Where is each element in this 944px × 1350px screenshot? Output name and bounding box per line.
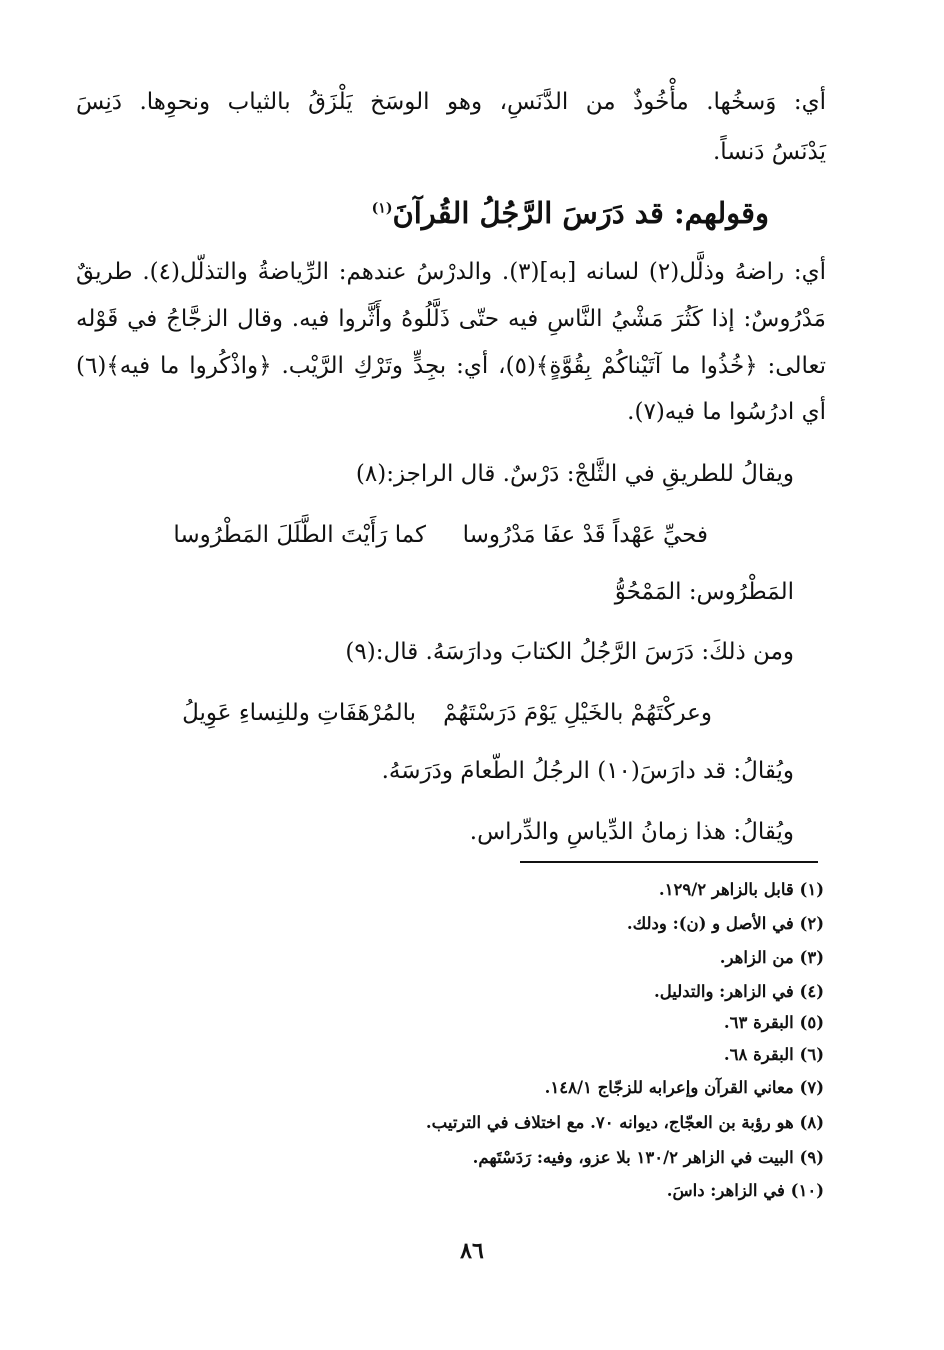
footnote-4: (٤) في الزاهر: والتدليل. (653, 982, 824, 1001)
footnote-5: (٥) البقرة ٦٣. (723, 1013, 824, 1032)
intro-line-2: يَدْنَسُ دَنساً. (713, 139, 826, 165)
food-line: ويُقالُ: قد دارَسَ(١٠) الرجُلُ الطّعامَ ودَرَسَهُ. (381, 758, 794, 784)
paragraph-line-4: أي ادرُسُوا ما فيه(٧). (627, 399, 826, 425)
time-line: ويُقالُ: هذا زمانُ الدِّياسِ والدِّراس. (469, 819, 794, 845)
footnote-6: (٦) البقرة ٦٨. (723, 1045, 824, 1064)
heading-footnote-ref: (١) (371, 200, 393, 217)
verse-1-hemistich-left: كما رَأَيْتَ الطَّلَلَ المَطْرُوسا (173, 522, 426, 548)
gloss-line: المَطْرُوس: المَمْحُوُّ (614, 579, 794, 605)
intro-line-1: أي: وَسخُها. مأْخُوذٌ من الدَّنَسِ، وهو الوسَخ يَلْزَقُ بالثياب ونحوِها. دَنِسَ (76, 89, 826, 115)
footnote-8: (٨) هو رؤبة بن العجّاج، ديوانه ٧٠. مع اختلاف في الترتيب. (425, 1113, 824, 1132)
verse-2-hemistich-left: بالمُرْهَفَاتِ وللنِساءِ عَوِيلُ (182, 700, 416, 726)
footnote-1: (١) قابل بالزاهر ١٢٩/٢. (658, 880, 824, 899)
footnote-separator (520, 861, 818, 863)
snow-line: ويقالُ للطريقِ في الثَّلجْ: دَرْسٌ. قال الراجز:(٨) (355, 461, 794, 487)
footnote-2: (٢) في الأصل و (ن): ودلك. (626, 914, 824, 933)
footnote-7: (٧) معاني القرآن وإعرابه للزجّاج ١٤٨/١. (544, 1078, 824, 1097)
page-number: ٨٦ (460, 1238, 484, 1264)
section-heading (372, 196, 769, 230)
heading-text: وقولهم: قد دَرَسَ الرَّجُلُ القُرآنَ (392, 196, 769, 230)
footnote-10: (١٠) في الزاهر: داسَ. (666, 1181, 824, 1200)
verse-1-hemistich-right: فحيِّ عَهْداً قَدْ عفَا مَدْرُوسا (462, 522, 708, 548)
footnote-9: (٩) البيت في الزاهر ١٣٠/٢ بلا عزو، وفيه: رَدَسْتَهم. (472, 1148, 824, 1167)
verse-2-hemistich-right: وعركْتَهُمْ بالخَيْلِ يَوْمَ دَرَسْتَهُمْ (443, 700, 712, 726)
footnote-3: (٣) من الزاهر. (719, 948, 824, 967)
book-line: ومن ذلكَ: دَرَسَ الرَّجُلُ الكتابَ ودارَسَهُ. قال:(٩) (345, 639, 794, 665)
paragraph-line-2: مَدْرُوسٌ: إذا كَثُرَ مَشْيُ النَّاسِ فيه حتّى ذَلَّلُوهُ وأَثَّروا فيه. وقال الزجَّاجُ في قَوْله (76, 306, 826, 332)
paragraph-line-1: أي: راضهُ وذلَّل(٢) لسانه [به](٣). والدرْسُ عندهم: الرِّياضةُ والتذلّل(٤). طريقٌ (76, 259, 826, 285)
paragraph-line-3: تعالى: ﴿خُذُوا ما آتَيْناكُمْ بِقُوَّةٍ﴾(٥)، أي: بجِدٍّ وتَرْكِ الرَّيْب. ﴿واذْكُروا ما فيه﴾(٦) (76, 353, 826, 379)
